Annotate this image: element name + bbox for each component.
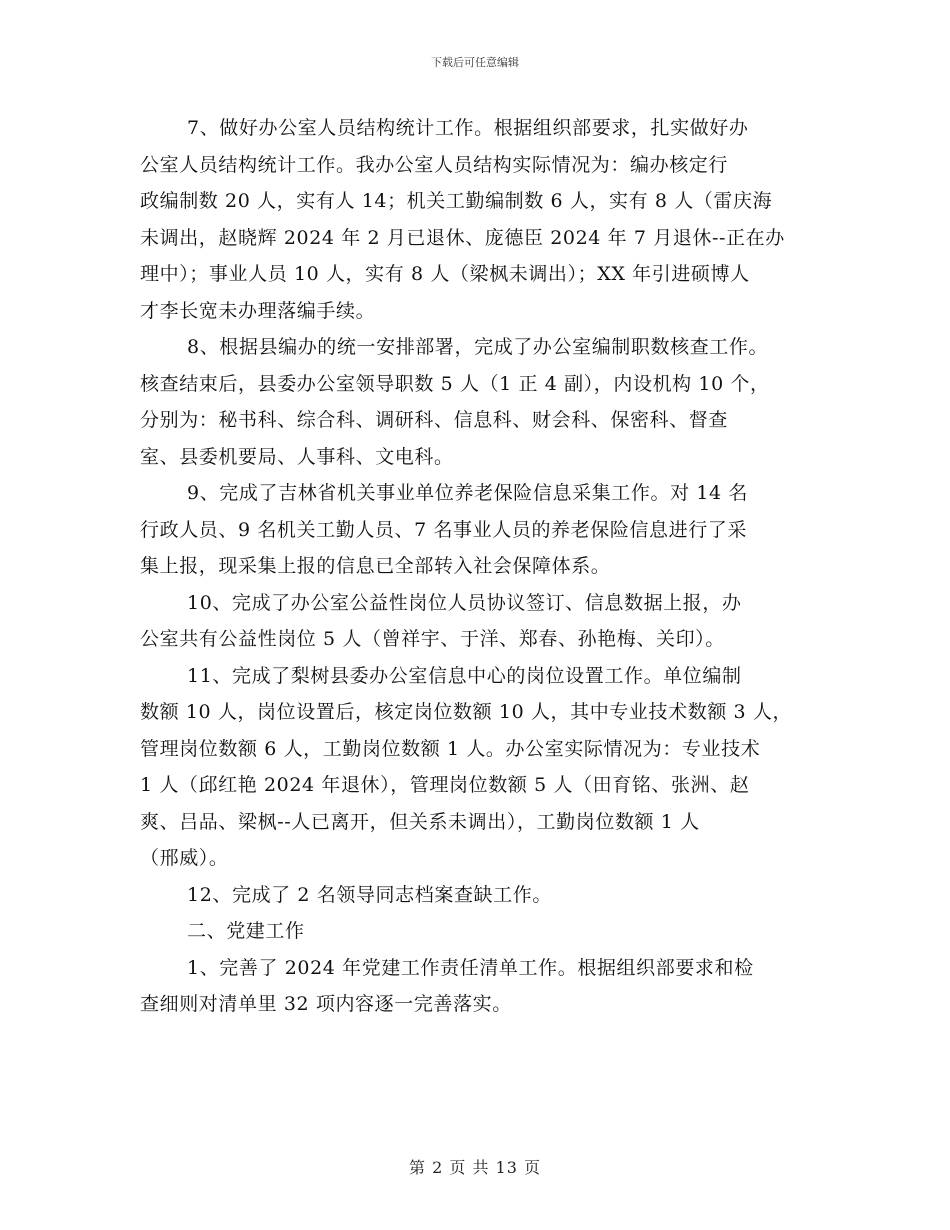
paragraph-line: （邢威）。 — [140, 847, 229, 869]
document-body — [140, 110, 820, 1023]
paragraph-line: 公室人员结构统计工作。我办公室人员结构实际情况为：编办核定行 — [140, 153, 729, 176]
paragraph-line: 集上报，现采集上报的信息已全部转入社会保障体系。 — [140, 555, 611, 577]
paragraph-line: 7、做好办公室人员结构统计工作。根据组织部要求，扎实做好办 — [187, 117, 749, 139]
paragraph-line: 才李长宽未办理落编手续。 — [140, 299, 376, 322]
paragraph — [140, 475, 820, 585]
paragraph-line: 查细则对清单里 32 项内容逐一完善落实。 — [140, 993, 512, 1015]
paragraph-line: 理中）；事业人员 10 人，实有 8 人（梁枫未调出）；XX 年引进硕博人 — [140, 263, 750, 285]
paragraph-line: 公室共有公益性岗位 5 人（曾祥宇、于洋、郑春、孙艳梅、关印）。 — [140, 628, 725, 650]
page-footer: 第 2 页 共 13 页 — [409, 1158, 541, 1177]
paragraph-group-main — [140, 110, 820, 913]
paragraph-line: 10、完成了办公室公益性岗位人员协议签订、信息数据上报，办 — [187, 591, 742, 614]
page-header: 下载后可任意编辑 — [431, 56, 519, 69]
paragraph-line: 管理岗位数额 6 人，工勤岗位数额 1 人。办公室实际情况为：专业技术 — [140, 737, 761, 760]
paragraph-line: 8、根据县编办的统一安排部署，完成了办公室编制职数核查工作。 — [187, 336, 769, 358]
paragraph-line: 11、完成了梨树县委办公室信息中心的岗位设置工作。单位编制 — [187, 664, 742, 687]
paragraph-line: 分别为：秘书科、综合科、调研科、信息科、财会科、保密科、督查 — [140, 409, 729, 431]
paragraph — [140, 877, 820, 914]
paragraph-line: 未调出，赵晓辉 2024 年 2 月已退休、庞德臣 2024 年 7 月退休--正在办 — [140, 226, 785, 249]
paragraph-line: 政编制数 20 人，实有人 14；机关工勤编制数 6 人，实有 8 人（雷庆海 — [140, 190, 773, 212]
paragraph — [140, 585, 820, 658]
paragraph-line: 9、完成了吉林省机关事业单位养老保险信息采集工作。对 14 名 — [187, 482, 748, 504]
paragraph-line: 爽、吕品、梁枫--人已离开，但关系未调出），工勤岗位数额 1 人 — [140, 810, 700, 833]
paragraph-line: 室、县委机要局、人事科、文电科。 — [140, 445, 454, 468]
section-heading: 二、党建工作 — [187, 920, 305, 942]
paragraph — [140, 658, 820, 877]
paragraph — [140, 110, 820, 329]
paragraph-group-section — [140, 950, 820, 1023]
paragraph-line: 核查结束后，县委办公室领导职数 5 人（1 正 4 副），内设机构 10 个， — [140, 372, 770, 395]
paragraph-line: 1 人（邱红艳 2024 年退休），管理岗位数额 5 人（田育铭、张洲、赵 — [140, 774, 750, 796]
paragraph-line: 数额 10 人，岗位设置后，核定岗位数额 10 人，其中专业技术数额 3 人， — [140, 701, 793, 723]
paragraph-line: 12、完成了 2 名领导同志档案查缺工作。 — [187, 883, 552, 906]
paragraph-line: 1、完善了 2024 年党建工作责任清单工作。根据组织部要求和检 — [187, 956, 754, 979]
paragraph — [140, 950, 820, 1023]
paragraph — [140, 329, 820, 475]
paragraph-line: 行政人员、9 名机关工勤人员、7 名事业人员的养老保险信息进行了采 — [140, 518, 748, 541]
